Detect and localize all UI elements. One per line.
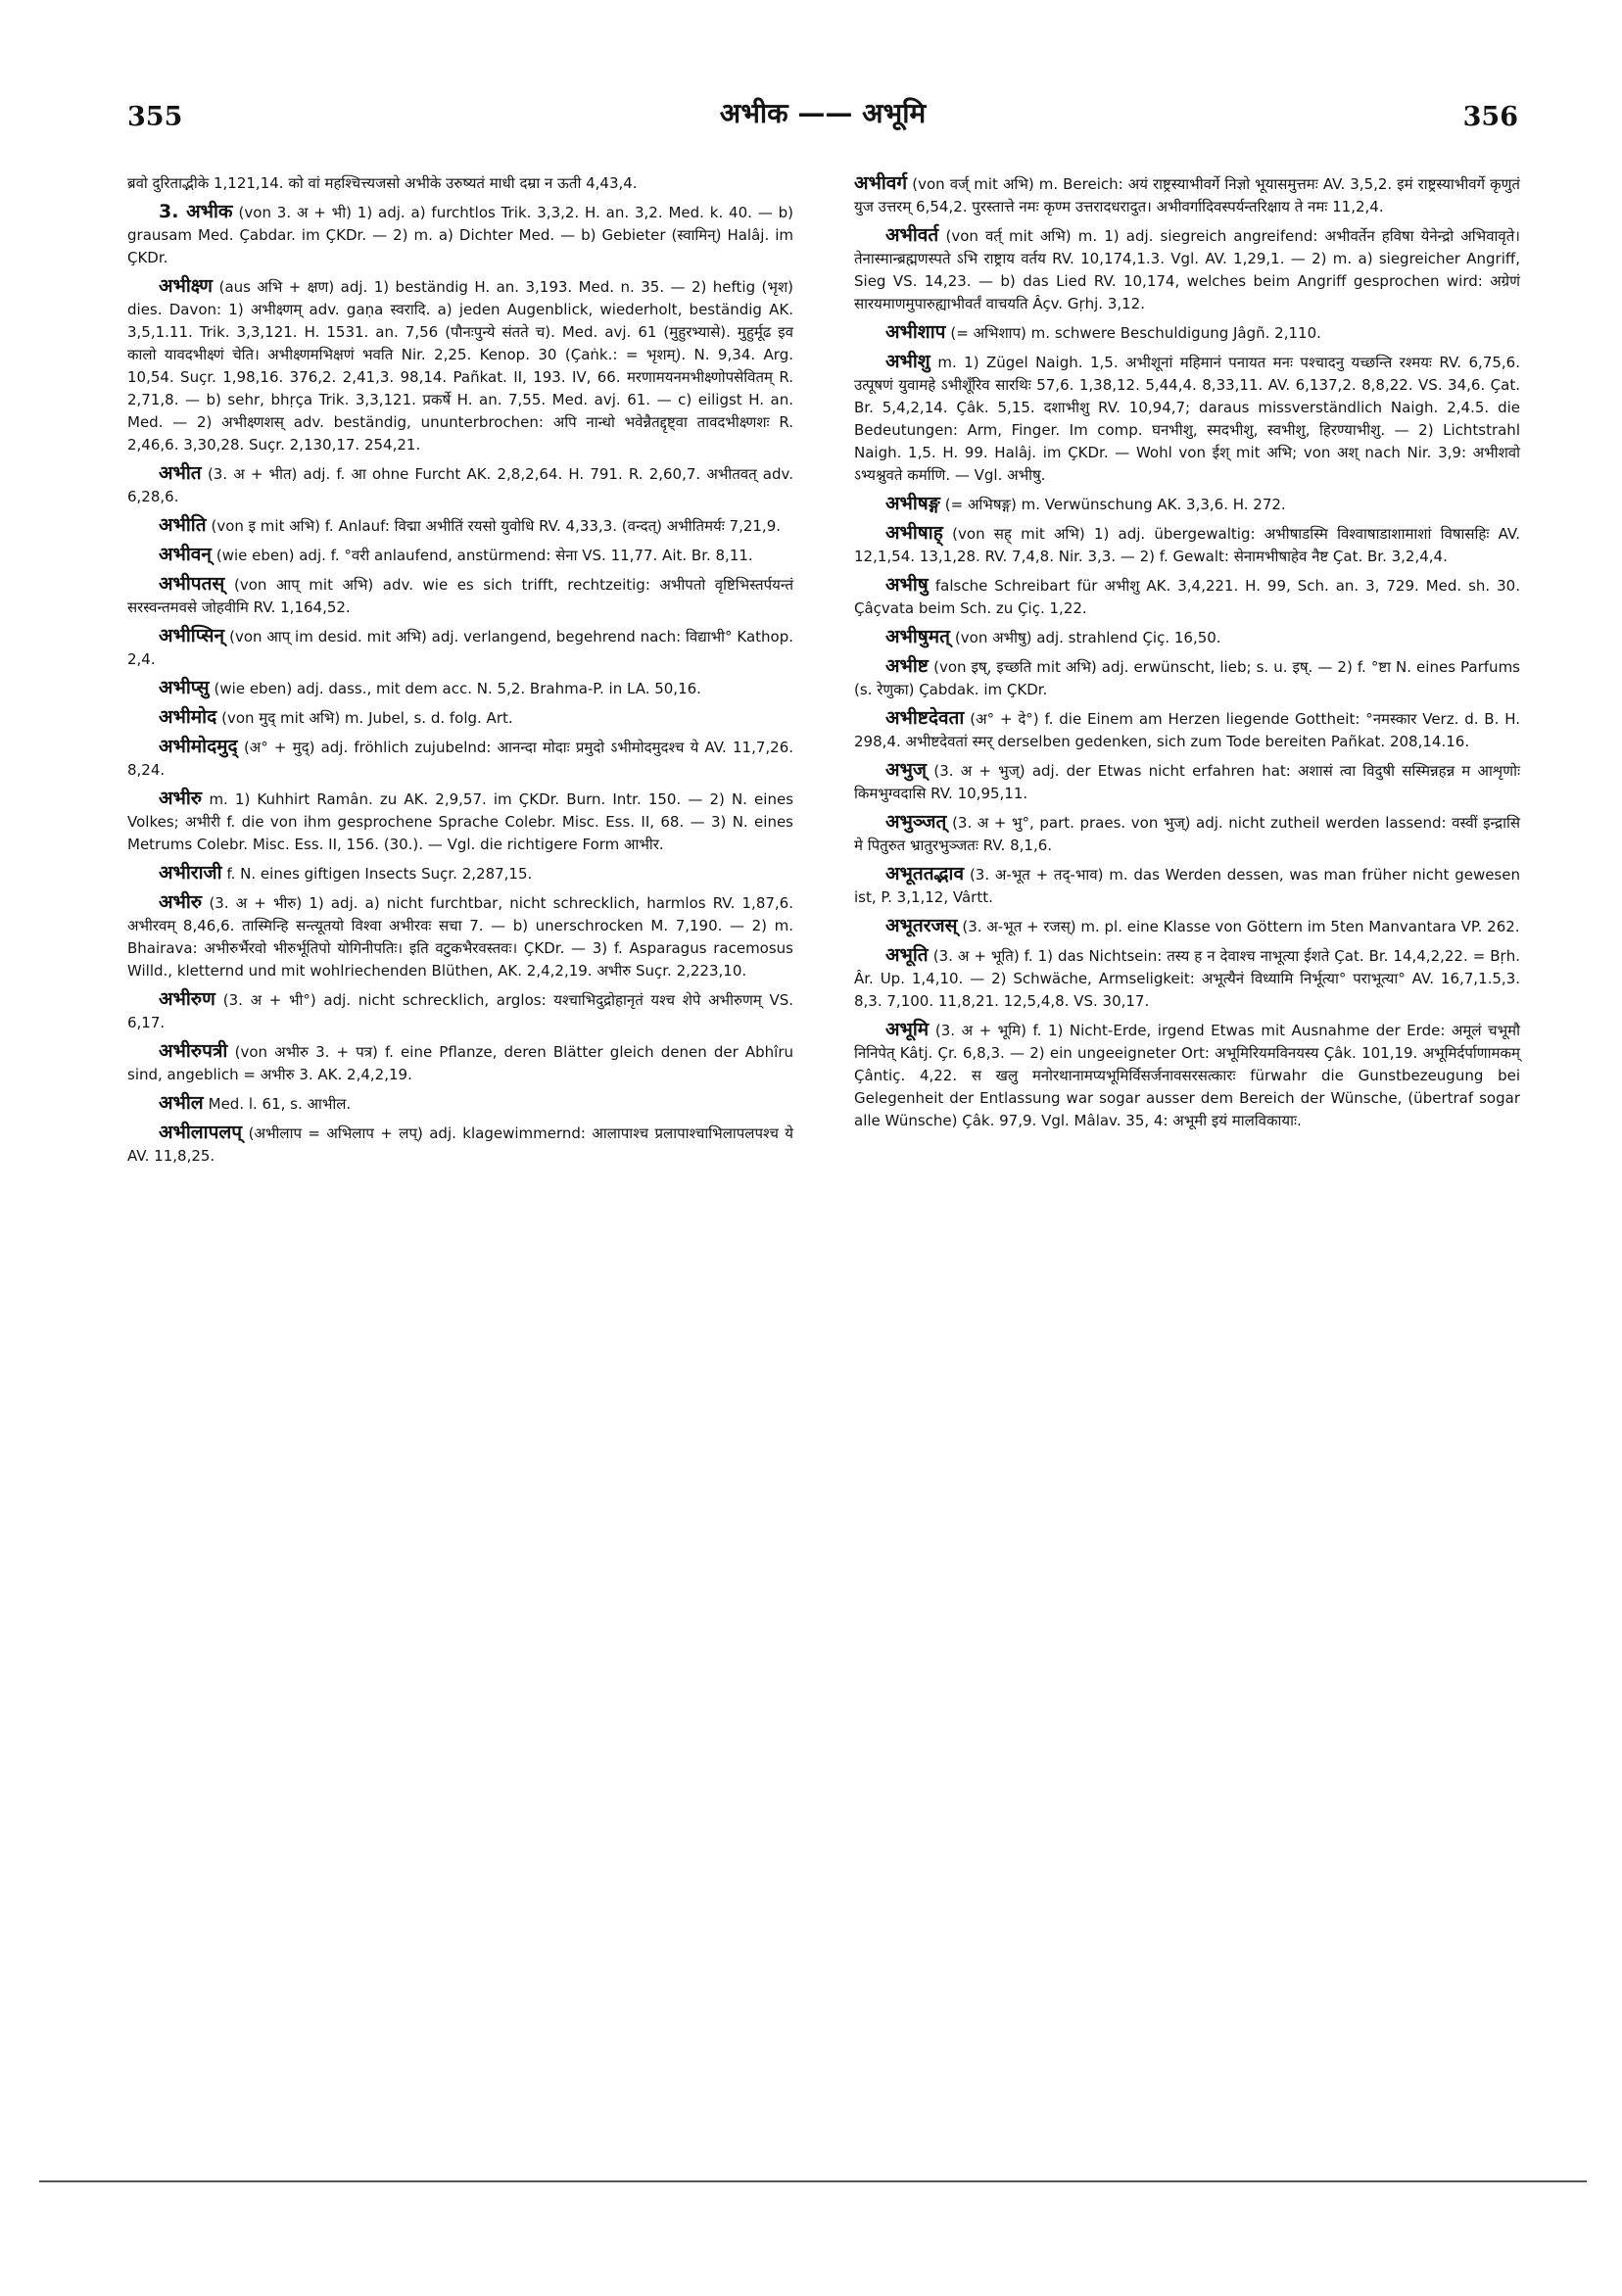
dictionary-entry <box>127 462 793 508</box>
running-title: अभीक —— अभूमि <box>719 97 927 129</box>
entry-headword: अभीप्सिन् <box>159 625 225 646</box>
dictionary-entry <box>854 321 1520 345</box>
entry-headword: अभीति <box>159 514 207 536</box>
dictionary-entry <box>854 493 1520 516</box>
entry-text: (von 3. अ + भी) 1) adj. a) furchtlos Trik. 3,3,2. H. an. 3,2. Med. k. 40. — b) grausam Med. Çabdar. im ÇKDr. — 2) m. a) Dichter Med. — b) Gebieter (स्वामिन्) Halâj. im ÇKDr. <box>127 204 793 266</box>
entry-text: (von मुद् mit अभि) m. Jubel, s. d. folg. Art. <box>221 709 513 727</box>
dictionary-entry <box>127 788 793 856</box>
entry-headword: अभूततद्भाव <box>885 863 965 885</box>
dictionary-entry <box>854 863 1520 909</box>
entry-headword: अभीवर्ग <box>854 172 908 194</box>
entry-text: (von सह् mit अभि) 1) adj. übergewaltig: अभीषाडस्मि विश्वाषाडाशामाशां विषासहिः AV. 12,1,54. 13,1,28. RV. 7,4,8. Nir. 3,3. — 2) f. Gewalt: सेनामभीषाहेव नैष्ट Çat. Br. 3,2,4,4. <box>854 525 1521 565</box>
entry-text: (aus अभि + क्षण) adj. 1) beständig H. an. 3,193. Med. n. 35. — 2) heftig (भृश) dies. Davon: 1) अभीक्ष्णम् adv. gaṇa स्वरादि. a) jeden Augenblick, wiederholt, beständig AK. 3,5,1.11. Trik. 3,3,121. H. 1531. an. 7,56 (पौनःपुन्ये संतते च). Med. avj. 61 (मुहुरभ्यासे). मुहुर्मूढ इव कालो यावदभीक्ष्णं चेति। अभीक्ष्णमभिक्षणं भवति Nir. 2,25. Kenop. 30 (Çaṅk.: = भृशम्). N. 9,34. Arg. 10,54. Suçr. 1,98,16. 376,2. 2,41,3. 98,14. Pañkat. II, 193. IV, 66. मरणामयनमभीक्ष्णोपसेवितम् R. 2,71,8. — b) sehr, bhṛça Trik. 3,3,121. प्रकर्षे H. an. 7,55. Med. avj. 61. — c) eiligst H. an. Med. — 2) अभीक्ष्णशस् adv. beständig, ununterbrochen: अपि नान्धो भवेन्नैतद्दृष्ट्वा तावदभीक्ष्णशः R. 2,46,6. 3,30,28. Suçr. 2,130,17. 254,21. <box>127 278 793 454</box>
entry-text: (von आप् im desid. mit अभि) adj. verlangend, begehrend nach: विद्याभी° Kathop. 2,4. <box>127 628 793 668</box>
entry-headword: अभीष्ट <box>885 655 929 677</box>
entry-headword: अभीत <box>159 462 202 484</box>
entry-headword: अभुञ्जत् <box>885 811 947 833</box>
entry-headword: अभीशु <box>885 351 930 372</box>
dictionary-entry <box>127 625 793 671</box>
entry-text: falsche Schreibart für अभीशु AK. 3,4,221. H. 99, Sch. an. 3, 729. Med. sh. 30. Çâçvata beim Sch. zu Çiç. 1,22. <box>854 577 1520 617</box>
entry-headword: अभीरुपत्री <box>159 1040 228 1062</box>
entry-text: (von वर्त् mit अभि) m. 1) adj. siegreich angreifend: अभीवर्तेन हविषा येनेन्द्रो अभिवावृते। तेनास्मान्ब्रह्मणस्पते ऽभि राष्ट्राय वर्तय RV. 10,174,1.3. Vgl. AV. 1,29,1. — 2) m. a) siegreicher Angriff, Sieg VS. 14,23. — b) das Lied RV. 10,174, welches beim Angriff gesprochen wird: अग्रेणं सारयमाणमुपारुह्याभीवर्तं वाचयति Âçv. Gṛhj. 3,12. <box>854 227 1520 312</box>
entry-text: (von इष्, इच्छति mit अभि) adj. erwünscht, lieb; s. u. इष्. — 2) f. °ष्टा N. eines Parfums (s. रेणुका) Çabdak. im ÇKDr. <box>854 658 1520 698</box>
dictionary-entry <box>127 736 793 782</box>
entry-text: (von अभीरु 3. + पत्र) f. eine Pflanze, deren Blätter gleich denen der Abhîru sind, angeblich = अभीरु 3. AK. 2,4,2,19. <box>127 1043 794 1083</box>
dictionary-entry <box>854 1019 1520 1132</box>
entry-text: (3. अ-भूत + रजस्) m. pl. eine Klasse von Göttern im 5ten Manvantara VP. 262. <box>962 918 1520 935</box>
entry-headword: 3. अभीक <box>159 201 233 222</box>
entry-text: (von आप् mit अभि) adv. wie es sich trifft, rechtzeitig: अभीपतो वृष्टिभिस्तर्पयन्तं सरस्वन्तमवसे जोहवीमि RV. 1,164,52. <box>127 576 793 616</box>
dictionary-entry <box>127 275 793 456</box>
entry-text: f. N. eines giftigen Insects Suçr. 2,287,15. <box>226 865 533 883</box>
entry-headword: अभीषुमत् <box>885 626 950 647</box>
entry-headword: अभीष्टदेवता <box>885 707 965 729</box>
dictionary-entry <box>854 224 1520 315</box>
dictionary-entry <box>854 351 1520 487</box>
entry-headword: अभीवर्त <box>885 224 939 246</box>
entry-text: (अ° + दे°) f. die Einem am Herzen liegende Gottheit: °नमस्कार Verz. d. B. H. 298,4. अभीष्टदेवतां स्मर् derselben gedenken, sich zum Tode bereiten Pañkat. 208,14.16. <box>854 710 1520 750</box>
dictionary-entry <box>854 172 1520 218</box>
dictionary-entry <box>127 172 793 195</box>
dictionary-entry <box>854 707 1520 753</box>
entry-headword: अभीरुण <box>159 988 215 1010</box>
entry-headword: अभीराजी <box>159 862 222 884</box>
entry-headword: अभीप्सु <box>159 677 210 698</box>
dictionary-entry <box>854 811 1520 857</box>
footer-rule <box>39 2180 1587 2182</box>
entry-text: (wie eben) adj. dass., mit dem acc. N. 5,2. Brahma-P. in LA. 50,16. <box>214 680 701 697</box>
entry-text: (अभीलाप = अभिलाप + लप्) adj. klagewimmernd: आलापाश्च प्रलापाश्चाभिलापलपश्च ये AV. 11,8,25. <box>127 1124 793 1165</box>
dictionary-entry <box>854 574 1520 620</box>
entry-headword: अभीशाप <box>885 321 946 343</box>
dictionary-entry <box>854 944 1520 1013</box>
dictionary-entry <box>127 201 793 269</box>
entry-headword: अभीषङ्ग <box>885 493 940 514</box>
entry-text: (= अभिशाप) m. schwere Beschuldigung Jâgñ. 2,110. <box>950 324 1321 342</box>
entry-headword: अभीरु <box>159 891 203 913</box>
dictionary-entry <box>127 677 793 700</box>
entry-headword: अभीवन् <box>159 544 212 565</box>
dictionary-entry <box>854 915 1520 938</box>
entry-text: (3. अ-भूत + तद्-भाव) m. das Werden dessen, was man früher nicht gewesen ist, P. 3,1,12, Vârtt. <box>854 866 1520 906</box>
dictionary-entry <box>854 626 1520 649</box>
entry-headword: अभुज् <box>885 759 927 781</box>
entry-headword: अभीमोदमुद् <box>159 736 238 757</box>
entry-headword: अभीमोद <box>159 706 217 728</box>
entry-headword: अभीक्ष्ण <box>159 275 213 297</box>
entry-text: Med. l. 61, s. आभील. <box>208 1095 352 1113</box>
dictionary-entry <box>854 522 1520 568</box>
entry-text: m. 1) Zügel Naigh. 1,5. अभीशूनां महिमानं पनायत मनः पश्चादनु यच्छन्ति रश्मयः RV. 6,75,6. उत्पूषणं युवामहे ऽभीशूँरिव सारथिः 57,6. 1,38,12. 5,44,4. 8,33,11. AV. 6,137,2. 8,8,22. VS. 34,6. Çat. Br. 5,4,2,14. Çâk. 5,15. दशाभीशु RV. 10,94,7; daraus missverständlich Naigh. 2,4.5. die Bedeutungen: Arm, Finger. Im comp. घनभीशु, स्मदभीशु, स्वभीशु, हिरण्याभीशु. — 2) Lichtstrahl Naigh. 1,5. H. 99. Halâj. im ÇKDr. — Wohl von ईश् mit अभि; von अश् nach Nir. 3,9: अभीशवो ऽभ्यश्नुवते कर्माणि. — Vgl. अभीषु. <box>854 354 1520 484</box>
entry-text: (अ° + मुद्) adj. fröhlich zujubelnd: आनन्दा मोदाः प्रमुदो ऽभीमोदमुदश्च ये AV. 11,7,26. 8,24. <box>127 739 794 779</box>
left-column <box>127 172 793 1173</box>
dictionary-entry <box>127 514 793 538</box>
entry-text: (von इ mit अभि) f. Anlauf: विद्मा अभीतिं रयसो युवोधि RV. 4,33,3. (वन्दत्) अभीतिमर्यः 7,21,9. <box>211 517 782 535</box>
dictionary-entry <box>127 862 793 885</box>
entry-headword: अभूतरजस् <box>885 915 958 936</box>
entry-headword: अभीषु <box>885 574 929 596</box>
entry-text: (wie eben) adj. f. °वरी anlaufend, anstürmend: सेना VS. 11,77. Ait. Br. 8,11. <box>215 547 753 564</box>
dictionary-entry <box>127 573 793 619</box>
page-number-right: 356 <box>1462 102 1518 132</box>
dictionary-entry <box>854 655 1520 701</box>
entry-headword: अभूति <box>885 944 929 966</box>
entry-text: ब्रवो दुरिताद्भीके 1,121,14. को वां महश्चित्त्यजसो अभीके उरुष्यतं माधी दम्रा न ऊती 4,43,4. <box>127 174 638 192</box>
dictionary-entry <box>127 706 793 730</box>
dictionary-entry <box>127 1040 793 1086</box>
entry-headword: अभीलापलप् <box>159 1122 243 1143</box>
entry-headword: अभीपतस् <box>159 573 225 595</box>
dictionary-entry <box>127 988 793 1034</box>
entry-text: (3. अ + भी°) adj. nicht schrecklich, arglos: यश्चाभिदुद्रोहानृतं यश्च शेपे अभीरुणम् VS. 6,17. <box>127 991 793 1031</box>
entry-text: m. 1) Kuhhirt Ramân. zu AK. 2,9,57. im ÇKDr. Burn. Intr. 150. — 2) N. eines Volkes; अभीरी f. die von ihm gesprochene Sprache Colebr. Misc. Ess. II, 68. — 3) N. eines Metrums Colebr. Misc. Ess. II, 156. (30.). — Vgl. die richtigere Form आभीर. <box>127 790 794 853</box>
entry-text: (= अभिषङ्ग) m. Verwünschung AK. 3,3,6. H. 272. <box>944 496 1286 513</box>
entry-text: (3. अ + भूति) f. 1) das Nichtsein: तस्य ह न देवाश्च नाभूत्या ईशते Çat. Br. 14,4,2,22. = Bṛh. Âr. Up. 1,4,10. — 2) Schwäche, Armseligkeit: अभूत्यैनं विध्यामि निर्भूत्या° पराभूत्या° AV. 16,7,1.5,3. 8,3. 7,100. 11,8,21. 12,5,4,8. VS. 30,17. <box>854 947 1520 1010</box>
dictionary-entry <box>127 1122 793 1168</box>
entry-text: (von वर्ज् mit अभि) m. Bereich: अयं राष्ट्रस्याभीवर्गे निज्ञो भूयासमुत्तमः AV. 3,5,2. इमं राष्ट्रस्याभीवर्गे कृणुतं युज उत्तरम् 6,54,2. पुरस्तात्ते नमः कृण्म उत्तरादधरादुत। अभीवर्गादिवस्पर्यन्तरिक्षाय ते नमः 11,2,4. <box>854 175 1520 215</box>
entry-text: (3. अ + भुज्) adj. der Etwas nicht erfahren hat: अशासं त्वा विदुषी सस्मिन्नहन्न म आशृणोः किमभुग्वदासि RV. 10,95,11. <box>854 762 1520 802</box>
entry-headword: अभील <box>159 1092 204 1114</box>
dictionary-entry <box>127 891 793 982</box>
entry-text: (3. अ + भूमि) f. 1) Nicht-Erde, irgend Etwas mit Ausnahme der Erde: अमूलं चभूमौ निनिपेत् Kâtj. Çr. 6,8,3. — 2) ein ungeeigneter Ort: अभूमिरियमविनयस्य Çâk. 101,19. अभूमिर्दर्पाणामकम् Çântiç. 4,22. स खलु मनोरथानामप्यभूमिर्विसर्जनावसरसत्कारः fürwahr die Gunstbezeugung bei Gelegenheit der Entlassung war sogar ausser dem Bereich der Wünsche, (übertraf sogar alle Wünsche) Çâk. 97,9. Vgl. Mâlav. 35, 4: अभूमी इयं मालविकायाः. <box>854 1022 1520 1129</box>
page-number-left: 355 <box>127 102 183 132</box>
dictionary-entry <box>127 544 793 567</box>
entry-headword: अभूमि <box>885 1019 930 1040</box>
entry-headword: अभीरु <box>159 788 203 809</box>
page-header <box>127 94 1518 143</box>
dictionary-entry <box>127 1092 793 1116</box>
entry-text: (3. अ + भु°, part. praes. von भुज्) adj. nicht zutheil werden lassend: वस्वीं इन्द्रासि मे पितुरुत भ्रातुरभुञ्जतः RV. 8,1,6. <box>854 814 1520 854</box>
dictionary-entry <box>854 759 1520 805</box>
entry-text: (von अभीषु) adj. strahlend Çiç. 16,50. <box>954 629 1221 646</box>
right-column <box>854 172 1520 1138</box>
entry-text: (3. अ + भीत) adj. f. आ ohne Furcht AK. 2,8,2,64. H. 791. R. 2,60,7. अभीतवत् adv. 6,28,6. <box>127 465 793 505</box>
entry-text: (3. अ + भीरु) 1) adj. a) nicht furchtbar, nicht schrecklich, harmlos RV. 1,87,6. अभीरवम् 8,46,6. तास्मिन्हि सन्त्यूतयो विश्वा अभीरवः सचा 7. — b) unerschrocken M. 7,190. — 2) m. Bhairava: अभीरुर्भैरवो भीरुर्भूतिपो योगिनीपतिः। इति वटुकभैरवस्तवः। ÇKDr. — 3) f. Asparagus racemosus Willd., kletternd und mit wohlriechenden Blüthen, AK. 2,4,2,19. अभीरु Suçr. 2,223,10. <box>127 894 793 980</box>
entry-headword: अभीषाह् <box>885 522 943 544</box>
